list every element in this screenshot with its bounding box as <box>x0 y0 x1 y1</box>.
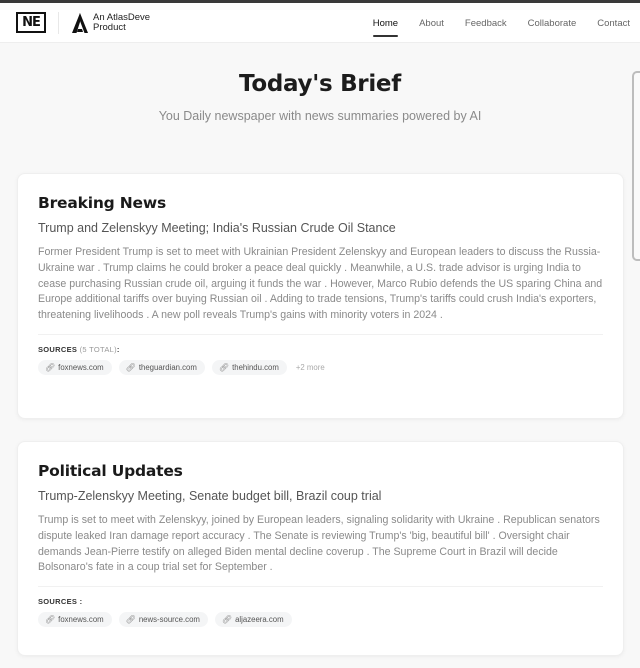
page-title: Today's Brief <box>239 71 401 97</box>
link-icon: 🔗︎ <box>45 615 56 625</box>
source-label: foxnews.com <box>58 362 104 372</box>
news-card-political <box>17 441 624 656</box>
sources-heading: SOURCES <box>38 344 78 354</box>
source-label: aljazeera.com <box>235 615 284 625</box>
sources-label <box>38 597 603 606</box>
source-chip[interactable] <box>119 612 208 627</box>
link-icon: 🔗︎ <box>45 362 56 372</box>
news-card-breaking <box>17 173 624 419</box>
header-divider <box>58 12 59 34</box>
source-chip[interactable] <box>38 360 112 375</box>
atlas-logo-icon <box>71 12 89 34</box>
atlas-brand-text <box>93 13 150 33</box>
ne-logo[interactable] <box>16 12 46 33</box>
link-icon: 🔗︎ <box>218 362 230 372</box>
source-chips <box>38 612 603 627</box>
source-chip[interactable] <box>119 360 205 375</box>
card-divider <box>38 586 603 587</box>
card-headline: Trump-Zelenskyy Meeting, Senate budget bill, Brazil coup trial <box>38 489 382 503</box>
card-category: Breaking News <box>38 194 167 212</box>
hero <box>0 43 640 123</box>
source-chip[interactable] <box>212 360 287 375</box>
source-label: theguardian.com <box>138 362 197 372</box>
sources-count: (5 TOTAL) <box>79 344 117 354</box>
atlas-brand[interactable] <box>71 12 150 34</box>
nav-contact[interactable]: Contact <box>597 17 630 29</box>
main-nav <box>352 3 630 43</box>
card-category: Political Updates <box>38 462 183 480</box>
logo-text: NE <box>22 15 40 30</box>
sources-suffix: : <box>77 597 83 607</box>
card-headline: Trump and Zelenskyy Meeting; India's Russian Crude Oil Stance <box>38 221 396 235</box>
source-chips <box>38 360 603 375</box>
source-label: thehindu.com <box>232 362 279 372</box>
card-summary: Trump is set to meet with Zelenskyy, joined by European leaders, signaling solidarity with Ukraine . Republican senators dispute leaked Iran damage report accuracy . The Senate is reviewing Trump's 'big, beautiful bill' . Oversight chair demands Jean-Pierre testify on alleged Biden mental decline coverup . The Supreme Court in Brazil will decide Bolsonaro's fate in a coup trial set for September . <box>38 514 600 574</box>
nav-home[interactable]: Home <box>373 14 398 33</box>
more-sources-button[interactable]: +2 more <box>295 362 325 372</box>
sources-suffix: : <box>116 344 120 354</box>
card-divider <box>38 334 603 335</box>
brand-line-2: Product <box>93 21 126 33</box>
source-chip[interactable] <box>215 612 292 627</box>
card-summary: Former President Trump is set to meet with Ukrainian President Zelenskyy and European leaders to discuss the Russia-Ukraine war . Trump claims he could broker a peace deal quickly . Meanwhile, a U.S. trade advisor is urging India to cease purchasing Russian crude oil, arguing it funds the war . However, Marco Rubio defends the US sparing China and Europe additional tariffs over buying Russian oil . Adding to trade tensions, Trump's tariffs could crush India's exporters, threatening livelihoods . A new poll reveals Trump's gains with minority voters in 2024 . <box>38 246 603 322</box>
source-label: news-source.com <box>138 615 200 625</box>
sources-heading: SOURCES <box>38 597 78 607</box>
link-icon: 🔗︎ <box>125 362 136 372</box>
brand-line-1: An AtlasDeve <box>93 11 151 23</box>
nav-feedback[interactable]: Feedback <box>464 17 507 29</box>
link-icon: 🔗︎ <box>221 615 233 625</box>
side-panel-tab[interactable] <box>632 71 640 261</box>
source-label: foxnews.com <box>58 615 104 625</box>
page-subtitle: You Daily newspaper with news summaries powered by AI <box>158 109 482 123</box>
site-header <box>0 3 640 43</box>
nav-about[interactable]: About <box>419 17 444 29</box>
link-icon: 🔗︎ <box>125 615 136 625</box>
source-chip[interactable] <box>38 612 112 627</box>
sources-label <box>38 345 603 354</box>
nav-collaborate[interactable]: Collaborate <box>527 17 577 29</box>
